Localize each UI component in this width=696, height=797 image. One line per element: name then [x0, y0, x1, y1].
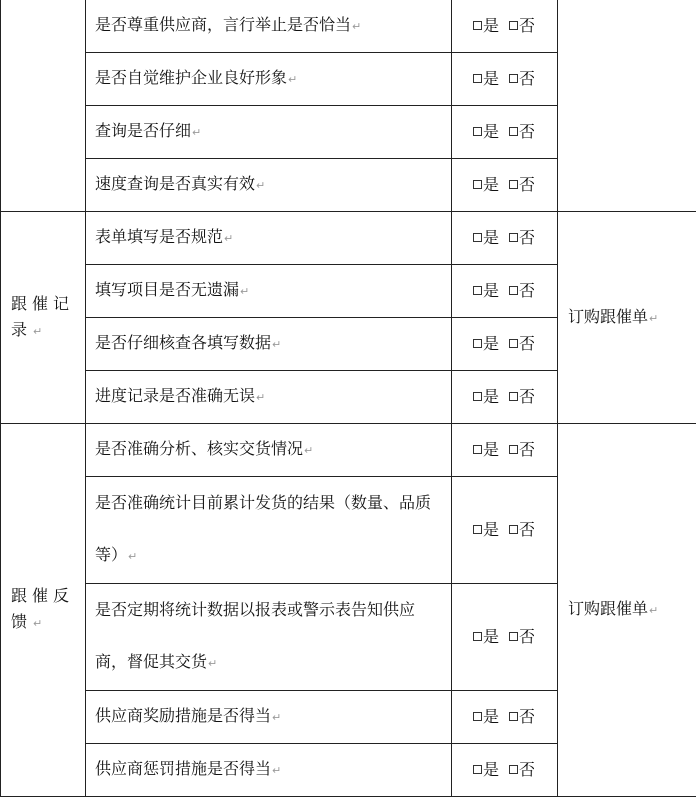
item-text: 供应商惩罚措施是否得当: [95, 759, 271, 778]
checkbox-yes[interactable]: [473, 127, 482, 136]
checkbox-no[interactable]: [509, 392, 518, 401]
paragraph-mark: ↵: [33, 617, 47, 630]
checkbox-cell: [452, 371, 558, 424]
item-text: 是否准确统计目前累计发货的结果（数量、品质等）: [95, 493, 431, 564]
paragraph-mark: ↵: [256, 179, 265, 192]
checkbox-no[interactable]: [509, 712, 518, 721]
checkbox-yes[interactable]: [473, 525, 482, 534]
paragraph-mark: ↵: [272, 338, 281, 351]
item-text: 表单填写是否规范: [95, 227, 223, 246]
option-yes-label: 是: [483, 16, 499, 35]
checkbox-cell: [452, 318, 558, 371]
item-cell: [86, 159, 452, 212]
paragraph-mark: ↵: [33, 325, 47, 338]
paragraph-mark: ↵: [256, 391, 265, 404]
option-no-label: 否: [519, 707, 535, 726]
checkbox-yes[interactable]: [473, 445, 482, 454]
paragraph-mark: ↵: [649, 312, 658, 325]
item-cell: [86, 106, 452, 159]
option-no-label: 否: [519, 281, 535, 300]
document-label: 订购跟催单: [568, 307, 648, 326]
item-text: 是否自觉维护企业良好形象: [95, 68, 287, 87]
option-yes-label: 是: [483, 627, 499, 646]
checkbox-yes[interactable]: [473, 339, 482, 348]
checkbox-cell: [452, 212, 558, 265]
option-yes-label: 是: [483, 334, 499, 353]
item-text: 是否准确分析、核实交货情况: [95, 439, 303, 458]
option-yes-label: 是: [483, 387, 499, 406]
option-no-label: 否: [519, 122, 535, 141]
document-label: 订购跟催单: [568, 599, 648, 618]
option-yes-label: 是: [483, 69, 499, 88]
checkbox-no[interactable]: [509, 445, 518, 454]
item-cell: [86, 0, 452, 53]
table-row: [1, 212, 696, 265]
item-cell: [86, 477, 452, 584]
checkbox-no[interactable]: [509, 339, 518, 348]
category-cell-empty: [1, 0, 86, 212]
checkbox-cell: [452, 691, 558, 744]
table-row: [1, 0, 696, 53]
option-no-label: 否: [519, 16, 535, 35]
option-no-label: 否: [519, 334, 535, 353]
table-row: [1, 424, 696, 477]
item-cell: [86, 584, 452, 691]
item-text: 填写项目是否无遗漏: [95, 280, 239, 299]
checkbox-no[interactable]: [509, 525, 518, 534]
paragraph-mark: ↵: [288, 73, 297, 86]
item-text: 是否尊重供应商，言行举止是否恰当: [95, 15, 351, 34]
checkbox-cell: [452, 53, 558, 106]
option-no-label: 否: [519, 760, 535, 779]
option-yes-label: 是: [483, 520, 499, 539]
item-text: 查询是否仔细: [95, 121, 191, 140]
document-cell: [558, 424, 696, 797]
item-cell: [86, 424, 452, 477]
item-cell: [86, 744, 452, 797]
checkbox-yes[interactable]: [473, 233, 482, 242]
checkbox-yes[interactable]: [473, 74, 482, 83]
option-no-label: 否: [519, 69, 535, 88]
checkbox-yes[interactable]: [473, 632, 482, 641]
category-cell: [1, 212, 86, 424]
item-cell: [86, 212, 452, 265]
checkbox-no[interactable]: [509, 74, 518, 83]
checkbox-cell: [452, 106, 558, 159]
checkbox-no[interactable]: [509, 180, 518, 189]
checkbox-yes[interactable]: [473, 286, 482, 295]
checkbox-yes[interactable]: [473, 180, 482, 189]
item-text: 是否仔细核查各填写数据: [95, 333, 271, 352]
category-label: 跟催反馈: [11, 586, 74, 631]
checkbox-cell: [452, 424, 558, 477]
item-cell: [86, 53, 452, 106]
option-yes-label: 是: [483, 707, 499, 726]
item-text: 速度查询是否真实有效: [95, 174, 255, 193]
checkbox-no[interactable]: [509, 233, 518, 242]
option-yes-label: 是: [483, 228, 499, 247]
checkbox-yes[interactable]: [473, 392, 482, 401]
option-yes-label: 是: [483, 440, 499, 459]
item-text: 进度记录是否准确无误: [95, 386, 255, 405]
option-no-label: 否: [519, 627, 535, 646]
checkbox-yes[interactable]: [473, 712, 482, 721]
paragraph-mark: ↵: [192, 126, 201, 139]
checkbox-yes[interactable]: [473, 21, 482, 30]
paragraph-mark: ↵: [240, 285, 249, 298]
item-cell: [86, 318, 452, 371]
option-yes-label: 是: [483, 760, 499, 779]
paragraph-mark: ↵: [272, 711, 281, 724]
checkbox-no[interactable]: [509, 127, 518, 136]
checkbox-cell: [452, 0, 558, 53]
option-no-label: 否: [519, 440, 535, 459]
checkbox-cell: [452, 744, 558, 797]
paragraph-mark: ↵: [208, 657, 217, 670]
checkbox-no[interactable]: [509, 632, 518, 641]
paragraph-mark: ↵: [304, 444, 313, 457]
paragraph-mark: ↵: [352, 20, 361, 33]
checkbox-cell: [452, 265, 558, 318]
document-cell-empty: [558, 0, 696, 212]
document-cell: [558, 212, 696, 424]
checkbox-yes[interactable]: [473, 765, 482, 774]
option-no-label: 否: [519, 228, 535, 247]
option-no-label: 否: [519, 520, 535, 539]
checkbox-no[interactable]: [509, 765, 518, 774]
paragraph-mark: ↵: [224, 232, 233, 245]
option-yes-label: 是: [483, 122, 499, 141]
checkbox-no[interactable]: [509, 286, 518, 295]
checkbox-cell: [452, 477, 558, 584]
option-no-label: 否: [519, 387, 535, 406]
paragraph-mark: ↵: [128, 550, 137, 563]
paragraph-mark: ↵: [272, 764, 281, 777]
option-yes-label: 是: [483, 175, 499, 194]
checkbox-cell: [452, 159, 558, 212]
item-text: 是否定期将统计数据以报表或警示表告知供应商，督促其交货: [95, 600, 415, 671]
item-cell: [86, 691, 452, 744]
category-label: 跟催记录: [11, 294, 74, 339]
option-no-label: 否: [519, 175, 535, 194]
checkbox-cell: [452, 584, 558, 691]
item-text: 供应商奖励措施是否得当: [95, 706, 271, 725]
option-yes-label: 是: [483, 281, 499, 300]
checkbox-no[interactable]: [509, 21, 518, 30]
item-cell: [86, 265, 452, 318]
item-cell: [86, 371, 452, 424]
paragraph-mark: ↵: [649, 604, 658, 617]
category-cell: [1, 424, 86, 797]
